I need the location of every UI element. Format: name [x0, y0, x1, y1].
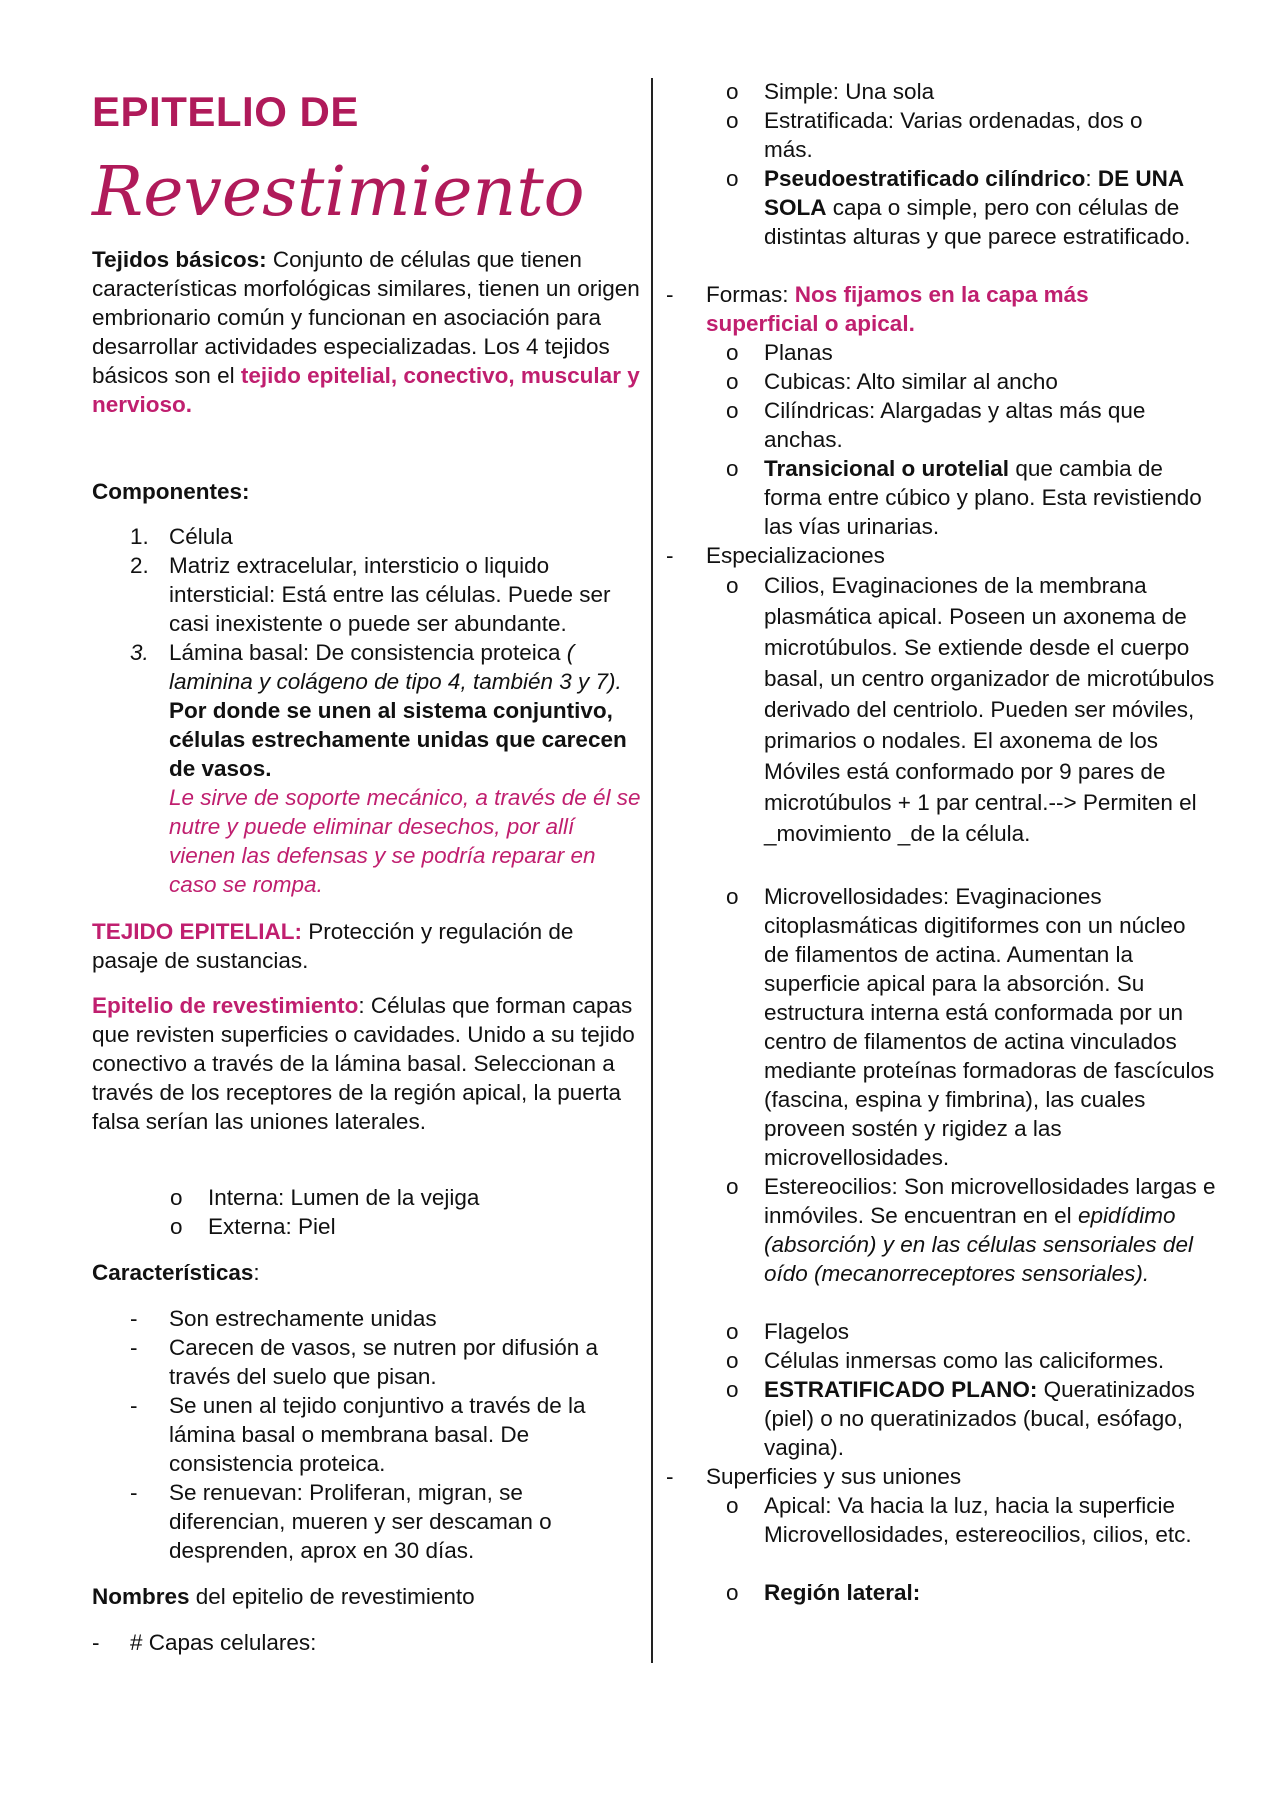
title-line-1: EPITELIO DE: [92, 88, 359, 135]
list-item-estratificado-plano: o ESTRATIFICADO PLANO: Queratinizados (piel) o no queratinizados (bucal, esófago, vagina).: [726, 1377, 1195, 1460]
list-number: 3.: [130, 640, 149, 665]
list-item-text: Matriz extracelular, intersticio o liquido intersticial: Está entre las células. Puede ser casi inexistente o puede ser abundante.: [169, 553, 611, 636]
dash-bullet: -: [666, 543, 674, 568]
list-item-cilios: o Cilios, Evaginaciones de la membrana plasmática apical. Poseen un axonema de microtúbulos. Se extiende desde el cuerpo basal, un centro organizador de microtúbulos derivado del centriolo. Pueden ser móviles, primarios o nodales. El axonema de los Móviles está conformado por 9 pares de microtúbulos + 1 par central.--> Permiten el _movimiento _de la célula.: [726, 570, 1216, 849]
epitelio-revestimiento-paragraph: Epitelio de revestimiento: Células que forman capas que revisten superficies o cavidades. Unido a su tejido conectivo a través de la lámina basal. Seleccionan a través de los receptores de la región apical, la puerta falsa serían las uniones laterales.: [92, 993, 635, 1134]
dash-bullet: -: [666, 1464, 674, 1489]
list-item-componente-3: [130, 638, 640, 899]
circle-bullet: o: [726, 108, 739, 133]
circle-bullet: o: [726, 573, 739, 598]
list-number: 1.: [130, 524, 149, 549]
list-item-caliciformes: o Células inmersas como las caliciformes.: [726, 1348, 1165, 1373]
list-item-microvellosidades: o Microvellosidades: Evaginaciones citoplasmáticas digitiformes con un núcleo de filamentos de actina. Aumentan la superficie apical para la absorción. Su estructura interna está conformada por un centro de filamentos de actina vinculados mediante proteínas formadoras de fascículos (fascina, espina y fimbrina), las cuales proveen sostén y rigidez a las microvellosidades.: [726, 884, 1215, 1170]
circle-bullet: o: [726, 1174, 739, 1199]
tejidos-label: Tejidos básicos:: [92, 247, 267, 272]
circle-bullet: o: [170, 1214, 183, 1239]
tejido-epitelial-paragraph: TEJIDO EPITELIAL: Protección y regulación de pasaje de sustancias.: [92, 919, 574, 973]
list-item-estereocilios: o Estereocilios: Son microvellosidades largas e inmóviles. Se encuentran en el epidídimo (absorción) y en las células sensoriales del oído (mecanorreceptores sensoriales).: [726, 1174, 1216, 1286]
list-item-especializaciones: - Especializaciones: [666, 543, 885, 568]
circle-bullet: o: [726, 1319, 739, 1344]
circle-bullet: o: [726, 398, 739, 423]
list-item-cilindricas: o Cilíndricas: Alargadas y altas más que anchas.: [726, 398, 1146, 452]
list-item-estratificada: o Estratificada: Varias ordenadas, dos o más.: [726, 108, 1143, 162]
dash-bullet: -: [130, 1335, 138, 1360]
tejidos-highlight: tejido epitelial, conectivo, muscular y nervioso.: [92, 363, 640, 417]
title-line-2-script: Revestimiento: [92, 153, 585, 232]
circle-bullet: o: [726, 166, 739, 191]
dash-bullet: -: [666, 282, 674, 307]
list-item-superficies: - Superficies y sus uniones: [666, 1464, 962, 1489]
circle-bullet: o: [726, 884, 739, 909]
list-item-region-lateral: o Región lateral:: [726, 1580, 921, 1605]
list-item-formas: - Formas: Nos fijamos en la capa más superficial o apical.: [666, 282, 1089, 336]
tejidos-text: Conjunto de células que tienen características morfológicas similares, tienen un origen embrionario común y funcionan en asociación para desarrollar actividades especializadas. Los 4 tejidos básicos son el: [92, 247, 640, 388]
list-item-caracteristica-3: - Se unen al tejido conjuntivo a través de la lámina basal o membrana basal. De consistencia proteica.: [130, 1393, 586, 1476]
circle-bullet: o: [726, 1377, 739, 1402]
caracteristicas-heading: Características:: [92, 1260, 260, 1285]
list-item-cubicas: o Cubicas: Alto similar al ancho: [726, 369, 1058, 394]
list-item-pseudoestratificado: o Pseudoestratificado cilíndrico: DE UNA SOLA capa o simple, pero con células de distintas alturas y que parece estratificado.: [726, 166, 1191, 249]
circle-bullet: o: [726, 456, 739, 481]
circle-bullet: o: [726, 1348, 739, 1373]
list-item-text: Lámina basal: De consistencia proteica ( laminina y colágeno de tipo 4, también 3 y 7). Por donde se unen al sistema conjuntivo, células estrechamente unidas que carecen de vasos. Le sirve de soporte mecánico, a través de él se nutre y puede eliminar desechos, por allí vienen las defensas y se podría reparar en caso se rompa.: [169, 640, 641, 897]
list-item-text: Célula: [169, 524, 233, 549]
pink-italic-note: Le sirve de soporte mecánico, a través de él se nutre y puede eliminar desechos, por allí vienen las defensas y se podría reparar en caso se rompa.: [169, 785, 641, 897]
dash-bullet: -: [130, 1393, 138, 1418]
column-divider: [651, 78, 653, 1663]
epitelio-rev-label: Epitelio de revestimiento: [92, 993, 359, 1018]
tejido-epitelial-label: TEJIDO EPITELIAL:: [92, 919, 303, 944]
list-item-planas: o Planas: [726, 340, 833, 365]
list-item-simple: o Simple: Una sola: [726, 79, 935, 104]
list-item-componente-2: [130, 551, 640, 638]
nombres-paragraph: Nombres del epitelio de revestimiento: [92, 1584, 475, 1609]
list-item-flagelos: o Flagelos: [726, 1319, 850, 1344]
list-item-apical: o Apical: Va hacia la luz, hacia la superficie Microvellosidades, estereocilios, cilios, etc.: [726, 1493, 1192, 1547]
componentes-heading: Componentes:: [92, 479, 250, 504]
dash-bullet: -: [92, 1630, 100, 1655]
circle-bullet: o: [726, 340, 739, 365]
list-item-transicional: o Transicional o urotelial que cambia de forma entre cúbico y plano. Esta revistiendo las vías urinarias.: [726, 456, 1202, 539]
list-item-caracteristica-4: - Se renuevan: Proliferan, migran, se diferencian, mueren y ser descaman o desprenden, aprox en 30 días.: [130, 1480, 552, 1563]
circle-bullet: o: [726, 369, 739, 394]
circle-bullet: o: [726, 79, 739, 104]
circle-bullet: o: [726, 1493, 739, 1518]
list-item-caracteristica-2: - Carecen de vasos, se nutren por difusión a través del suelo que pisan.: [130, 1335, 599, 1389]
list-number: 2.: [130, 553, 149, 578]
circle-bullet: o: [726, 1580, 739, 1605]
circle-bullet: o: [170, 1185, 183, 1210]
dash-bullet: -: [130, 1306, 138, 1331]
dash-bullet: -: [130, 1480, 138, 1505]
list-item-caracteristica-1: - Son estrechamente unidas: [130, 1306, 437, 1331]
tejidos-basicos-paragraph: [92, 245, 642, 419]
